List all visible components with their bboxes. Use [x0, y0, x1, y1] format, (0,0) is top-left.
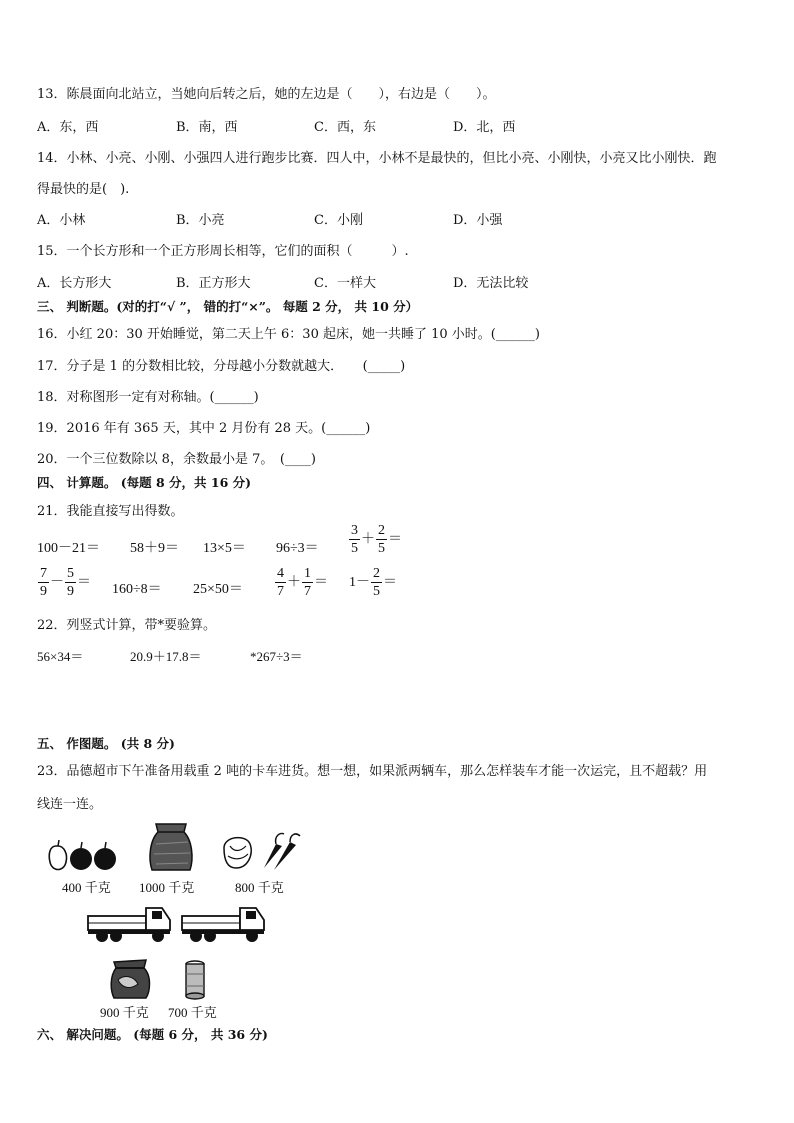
- vertical-calc-item: 56×34＝: [37, 649, 84, 664]
- fraction: [275, 567, 286, 599]
- section-4-heading: 四、 计算题。 (每题 8 分，共 16 分): [37, 475, 252, 490]
- equals: ＝: [77, 575, 91, 591]
- section-5-heading: 五、 作图题。 (共 8 分): [37, 736, 175, 751]
- denominator: 5: [378, 541, 385, 556]
- calc-item: 160÷8＝: [112, 582, 162, 597]
- numerator: 4: [277, 566, 284, 581]
- denominator: 9: [67, 584, 74, 599]
- q14-option-b: B．小亮: [176, 213, 225, 228]
- calc-item: 13×5＝: [203, 541, 246, 556]
- q15-option-b: B．正方形大: [176, 276, 251, 291]
- q13-option-b: B．南，西: [176, 120, 238, 135]
- can-icon: [184, 960, 206, 1000]
- calc-item-fraction: [37, 567, 91, 599]
- q16-text: 16．小红 20：30 开始睡觉，第二天上午 6：30 起床，她一共睡了 10 小时。(______): [37, 327, 540, 342]
- q17-text: 17．分子是 1 的分数相比较，分母越小分数就越大． (_____): [37, 359, 406, 374]
- truck-icon[interactable]: [180, 902, 268, 944]
- fraction: [349, 524, 360, 556]
- denominator: 5: [373, 584, 380, 599]
- q22-stem: 22．列竖式计算，带*要验算。: [37, 618, 217, 633]
- calc-item-fraction: [349, 567, 397, 599]
- operator: ＋: [361, 532, 375, 548]
- fraction: [38, 567, 49, 599]
- q14-option-d: D．小强: [453, 213, 503, 228]
- equals: ＝: [383, 575, 397, 591]
- operator: ＋: [287, 575, 301, 591]
- q13-option-d: D．北，西: [453, 120, 516, 135]
- q15-option-c: C．一样大: [314, 276, 376, 291]
- goods-weight-label: 900 千克: [100, 1005, 149, 1020]
- goods-weight-label: 700 千克: [168, 1005, 217, 1020]
- q14-option-a: A．小林: [37, 213, 86, 228]
- fraction: [65, 567, 76, 599]
- denominator: 7: [277, 584, 284, 599]
- q13-stem: 13．陈晨面向北站立，当她向后转之后，她的左边是（ ），右边是（ ）。: [37, 87, 496, 102]
- sack-icon: [148, 822, 194, 872]
- equals: ＝: [314, 575, 328, 591]
- section-3-heading: 三、 判断题。(对的打“√ ”， 错的打“×”。 每题 2 分， 共 10 分）: [37, 299, 419, 314]
- q13-option-c: C．西，东: [314, 120, 376, 135]
- calc-item-fraction: [274, 567, 328, 599]
- denominator: 5: [351, 541, 358, 556]
- q20-text: 20．一个三位数除以 8，余数最小是 7。 (____): [37, 452, 316, 467]
- q13-option-a: A．东，西: [37, 120, 99, 135]
- q14-stem-line2: 得最快的是( ).: [37, 182, 130, 197]
- fruit-icon: [46, 838, 118, 874]
- operator: －: [50, 575, 64, 591]
- numerator: 5: [67, 566, 74, 581]
- q21-stem: 21．我能直接写出得数。: [37, 504, 184, 519]
- goods-weight-label: 1000 千克: [139, 880, 195, 895]
- vertical-calc-item: 20.9＋17.8＝: [130, 649, 202, 664]
- equals: ＝: [388, 532, 402, 548]
- calc-item: 96÷3＝: [276, 541, 319, 556]
- q14-stem-line1: 14．小林、小亮、小刚、小强四人进行跑步比赛．四人中，小林不是最快的，但比小亮、小刚快，小亮又比小刚快．跑: [37, 151, 717, 166]
- section-6-heading: 六、 解决问题。 (每题 6 分， 共 36 分): [37, 1027, 268, 1042]
- numerator: 3: [351, 523, 358, 538]
- vertical-calc-item: *267÷3＝: [250, 649, 303, 664]
- whole-part: 1－: [349, 575, 370, 591]
- q19-text: 19．2016 年有 365 天，其中 2 月份有 28 天。(______): [37, 421, 371, 436]
- goods-weight-label: 800 千克: [235, 880, 284, 895]
- q23-stem-line2: 线连一连。: [37, 797, 103, 812]
- q15-option-d: D．无法比较: [453, 276, 529, 291]
- vegetable-icon: [220, 830, 302, 872]
- fraction: [376, 524, 387, 556]
- q15-stem: 15．一个长方形和一个正方形周长相等，它们的面积（ ）.: [37, 244, 409, 259]
- q14-option-c: C．小刚: [314, 213, 363, 228]
- q18-text: 18．对称图形一定有对称轴。(______): [37, 390, 259, 405]
- numerator: 2: [373, 566, 380, 581]
- calc-item: 58＋9＝: [130, 541, 179, 556]
- numerator: 2: [378, 523, 385, 538]
- denominator: 9: [40, 584, 47, 599]
- bag-icon: [108, 956, 152, 1000]
- numerator: 7: [40, 566, 47, 581]
- numerator: 1: [304, 566, 311, 581]
- denominator: 7: [304, 584, 311, 599]
- q15-option-a: A．长方形大: [37, 276, 112, 291]
- truck-icon[interactable]: [86, 902, 174, 944]
- fraction: [302, 567, 313, 599]
- calc-item: 100－21＝: [37, 541, 100, 556]
- goods-weight-label: 400 千克: [62, 880, 111, 895]
- calc-item: 25×50＝: [193, 582, 243, 597]
- q23-stem-line1: 23．品德超市下午准备用载重 2 吨的卡车进货。想一想，如果派两辆车，那么怎样装车才能一次运完，且不超载？用: [37, 764, 708, 779]
- calc-item-fraction: [348, 524, 402, 556]
- fraction: [371, 567, 382, 599]
